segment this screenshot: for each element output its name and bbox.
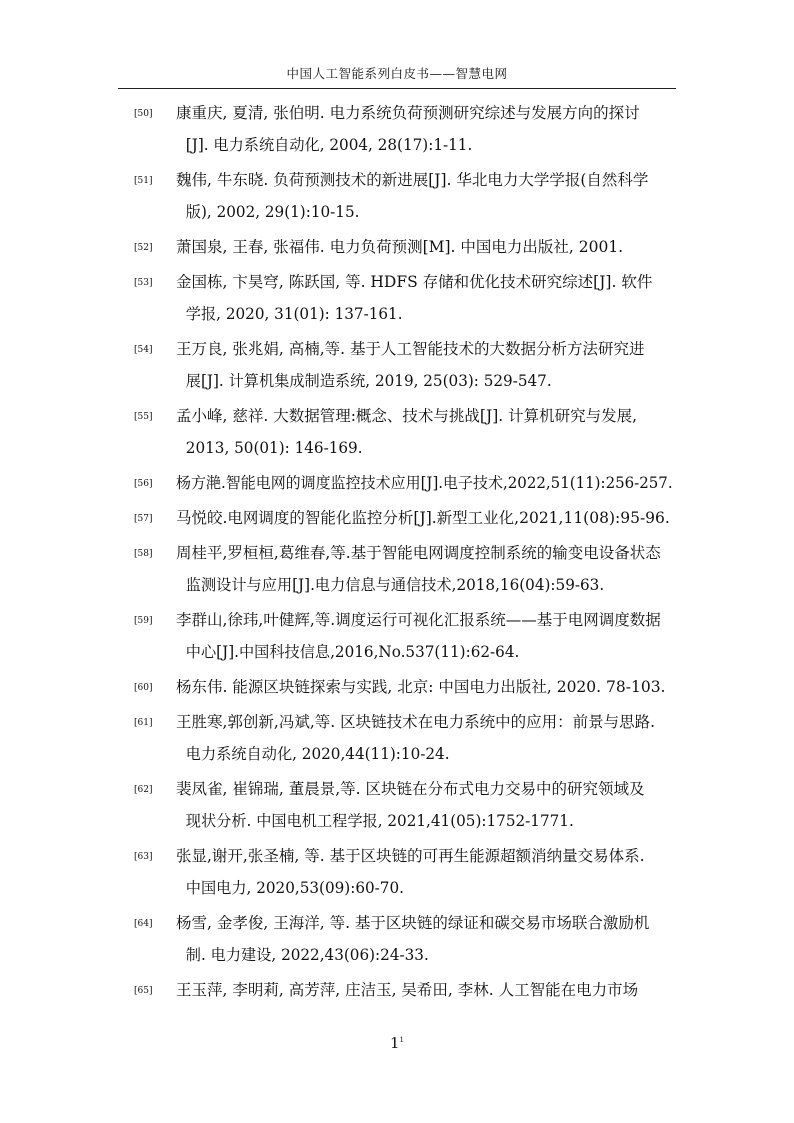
reference-entry bbox=[0, 502, 794, 534]
reference-line: 康重庆, 夏清, 张伯明. 电力系统负荷预测研究综述与发展方向的探讨 bbox=[176, 104, 640, 122]
reference-text bbox=[176, 231, 673, 263]
reference-line: 王玉萍, 李明莉, 高芳萍, 庄洁玉, 吴希田, 李林. 人工智能在电力市场 bbox=[176, 981, 639, 999]
page-number: 1 bbox=[389, 1034, 400, 1052]
reference-line: 孟小峰, 慈祥. 大数据管理:概念、技术与挑战[J]. 计算机研究与发展, bbox=[176, 407, 638, 425]
reference-text bbox=[176, 604, 673, 668]
reference-line: 王万良, 张兆娟, 高楠,等. 基于人工智能技术的大数据分析方法研究进 bbox=[176, 340, 645, 358]
reference-entry bbox=[0, 706, 794, 770]
reference-number: [56] bbox=[134, 479, 153, 489]
reference-number: [63] bbox=[134, 852, 153, 862]
reference-entry bbox=[0, 97, 794, 161]
reference-number: [60] bbox=[134, 683, 153, 693]
reference-list bbox=[0, 97, 794, 1009]
reference-number: [62] bbox=[134, 785, 153, 795]
reference-line-continued: 版), 2002, 29(1):10-15. bbox=[185, 203, 360, 221]
reference-text bbox=[176, 266, 673, 330]
reference-text bbox=[176, 537, 673, 601]
reference-line: 马悦皎.电网调度的智能化监控分析[J].新型工业化,2021,11(08):95-96. bbox=[176, 509, 670, 527]
reference-text bbox=[176, 840, 673, 904]
reference-text bbox=[176, 773, 673, 837]
reference-line-continued: 展[J]. 计算机集成制造系统, 2019, 25(03): 529-547. bbox=[185, 372, 552, 390]
reference-line: 张显,谢开,张圣楠, 等. 基于区块链的可再生能源超额消纳量交易体系. bbox=[176, 847, 645, 865]
reference-entry bbox=[0, 974, 794, 1006]
reference-line: 裴凤雀, 崔锦瑞, 董晨景,等. 区块链在分布式电力交易中的研究领域及 bbox=[176, 780, 645, 798]
reference-text bbox=[176, 97, 673, 161]
reference-entry bbox=[0, 400, 794, 464]
reference-number: [55] bbox=[134, 412, 153, 422]
reference-line: 魏伟, 牛东晓. 负荷预测技术的新进展[J]. 华北电力大学学报(自然科学 bbox=[176, 171, 649, 189]
reference-entry bbox=[0, 231, 794, 263]
reference-text bbox=[176, 706, 673, 770]
reference-entry bbox=[0, 537, 794, 601]
reference-line: 李群山,徐玮,叶健辉,等.调度运行可视化汇报系统——基于电网调度数据 bbox=[176, 611, 661, 629]
reference-line-continued: 中心[J].中国科技信息,2016,No.537(11):62-64. bbox=[185, 643, 520, 661]
reference-entry bbox=[0, 840, 794, 904]
page-header: 中国人工智能系列白皮书——智慧电网 bbox=[286, 66, 508, 81]
reference-line-continued: 2013, 50(01): 146-169. bbox=[185, 439, 363, 457]
header-divider bbox=[118, 88, 676, 89]
reference-entry bbox=[0, 467, 794, 499]
reference-entry bbox=[0, 164, 794, 228]
reference-number: [52] bbox=[134, 243, 153, 253]
reference-line: 王胜寒,郭创新,冯斌,等. 区块链技术在电力系统中的应用：前景与思路. bbox=[176, 713, 656, 731]
reference-line-continued: 监测设计与应用[J].电力信息与通信技术,2018,16(04):59-63. bbox=[185, 576, 605, 594]
reference-text bbox=[176, 333, 673, 397]
reference-number: [50] bbox=[134, 109, 153, 119]
reference-line: 萧国泉, 王春, 张福伟. 电力负荷预测[M]. 中国电力出版社, 2001. bbox=[176, 238, 624, 256]
reference-text bbox=[176, 400, 673, 464]
reference-line-continued: 学报, 2020, 31(01): 137-161. bbox=[185, 305, 403, 323]
reference-line-continued: 现状分析. 中国电机工程学报, 2021,41(05):1752-1771. bbox=[185, 812, 574, 830]
reference-entry bbox=[0, 333, 794, 397]
reference-text bbox=[176, 467, 673, 499]
reference-number: [59] bbox=[134, 616, 153, 626]
reference-line: 金国栋, 卞昊穹, 陈跃国, 等. HDFS 存储和优化技术研究综述[J]. 软件 bbox=[176, 273, 653, 291]
reference-text bbox=[176, 974, 673, 1006]
reference-line: 杨雪, 金孝俊, 王海洋, 等. 基于区块链的绿证和碳交易市场联合激励机 bbox=[176, 914, 650, 932]
reference-entry bbox=[0, 604, 794, 668]
reference-number: [53] bbox=[134, 278, 153, 288]
reference-number: [61] bbox=[134, 718, 153, 728]
page-footer bbox=[0, 1034, 794, 1052]
reference-number: [65] bbox=[134, 986, 153, 996]
reference-line-continued: [J]. 电力系统自动化, 2004, 28(17):1-11. bbox=[185, 136, 473, 154]
reference-entry bbox=[0, 773, 794, 837]
reference-entry bbox=[0, 266, 794, 330]
reference-number: [58] bbox=[134, 549, 153, 559]
reference-line-continued: 电力系统自动化, 2020,44(11):10-24. bbox=[185, 745, 450, 763]
reference-number: [51] bbox=[134, 176, 153, 186]
reference-line: 周桂平,罗桓桓,葛维春,等.基于智能电网调度控制系统的输变电设备状态 bbox=[176, 544, 661, 562]
reference-number: [57] bbox=[134, 514, 153, 524]
reference-line-continued: 中国电力, 2020,53(09):60-70. bbox=[185, 879, 404, 897]
reference-text bbox=[176, 907, 673, 971]
reference-line-continued: 制. 电力建设, 2022,43(06):24-33. bbox=[185, 946, 429, 964]
reference-text bbox=[176, 502, 673, 534]
reference-line: 杨方滟.智能电网的调度监控技术应用[J].电子技术,2022,51(11):256-257. bbox=[176, 474, 673, 492]
reference-number: [54] bbox=[134, 345, 153, 355]
reference-text bbox=[176, 671, 673, 703]
reference-entry bbox=[0, 907, 794, 971]
page-number-mark: 1 bbox=[399, 1036, 404, 1044]
reference-number: [64] bbox=[134, 919, 153, 929]
reference-line: 杨东伟. 能源区块链探索与实践, 北京: 中国电力出版社, 2020. 78-103. bbox=[176, 678, 666, 696]
reference-entry bbox=[0, 671, 794, 703]
reference-text bbox=[176, 164, 673, 228]
